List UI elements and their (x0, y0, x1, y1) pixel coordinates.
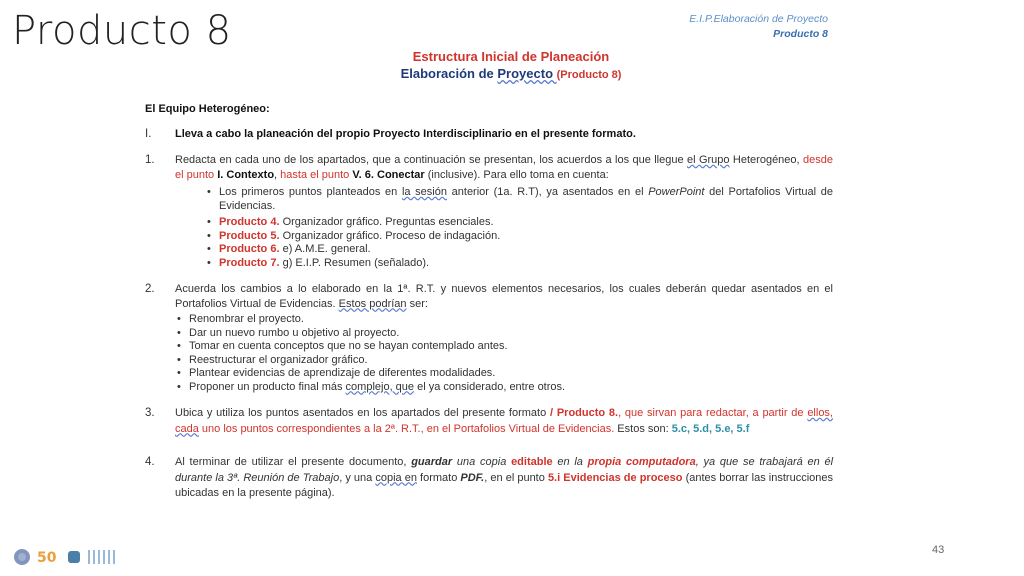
item-1-text (175, 153, 833, 270)
bullet-1-part-a: Los primeros puntos planteados en (219, 186, 402, 198)
bullet-1-part-b: la sesión (401, 186, 447, 198)
bullet-label: Producto 4. (219, 216, 280, 228)
item-1-part-f: , (274, 168, 281, 181)
item-1-part-e: I. Contexto (217, 168, 275, 181)
item-1-part-h: V. 6. Conectar (352, 168, 425, 181)
item-1 (145, 153, 833, 270)
item-4-part-g: , ya que se trabajará en él durante la 3ª. Reunión de Trabajo (175, 456, 834, 484)
item-1-part-b: el Grupo (686, 154, 730, 166)
item-2-number: 2. (145, 283, 155, 295)
list-item (219, 230, 833, 244)
unam-seal-icon (12, 548, 32, 571)
list-item (189, 381, 833, 395)
svg-text:50: 50 (37, 550, 57, 566)
list-item: • Reestructurar el organizador gráfico. (189, 354, 833, 368)
item-4-part-j: formato (416, 471, 461, 484)
item-1-bullet-list (175, 186, 833, 270)
bullet-last-part-a: Proponer un producto final más (189, 380, 346, 393)
item-4-part-b: guardar (411, 456, 453, 468)
item-1-part-g: hasta el punto (280, 168, 353, 181)
item-3-part-a: Ubica y utiliza los puntos asentados en los apartados del presente formato (175, 407, 550, 419)
header-line-2: Producto 8 (773, 28, 828, 40)
list-item: • Renombrar el proyecto. (189, 313, 833, 327)
list-item: • Plantear evidencias de aprendizaje de diferentes modalidades. (189, 367, 833, 381)
item-1-number: 1. (145, 154, 155, 166)
item-1-part-c: Heterogéneo, (729, 154, 803, 166)
bullet-text: e) A.M.E. general. (279, 243, 371, 255)
bullet-1-part-d: PowerPoint (648, 186, 705, 198)
item-3 (145, 406, 833, 437)
list-item: • Tomar en cuenta conceptos que no se hayan contemplado antes. (189, 340, 833, 354)
item-4-part-n: (antes borrar las instrucciones ubicadas en la presente página). (175, 471, 833, 499)
item-I-number: I. (145, 127, 152, 140)
bullet-text: Organizador gráfico. Preguntas esenciales. (279, 216, 494, 228)
item-3-part-b: / Producto 8. (549, 407, 619, 419)
item-4-part-a: Al terminar de utilizar el presente documento, (175, 456, 412, 468)
bullet-last-part-c: el ya considerado, entre otros. (414, 380, 566, 393)
bullet-label: Producto 6. (219, 243, 280, 255)
document-header (689, 12, 828, 42)
item-4 (145, 455, 833, 502)
item-3-number: 3. (145, 407, 155, 419)
footer-logos (12, 548, 117, 571)
item-4-part-e: en la (552, 456, 588, 468)
header-line-1: E.I.P.Elaboración de Proyecto (689, 13, 828, 25)
page-number: 43 (932, 544, 945, 556)
institution-badge-icon (66, 548, 82, 571)
item-I (145, 127, 833, 142)
list-item (219, 186, 833, 213)
item-4-part-f: propia computadora (587, 456, 696, 468)
item-2 (145, 282, 833, 394)
list-item (219, 257, 833, 271)
bullet-last-part-b: complejo, que (345, 380, 415, 393)
item-1-part-a: Redacta en cada uno de los apartados, que a continuación se presentan, los acuerdos a los que llegue (175, 154, 687, 166)
title-main-text: Elaboración de (400, 66, 498, 81)
item-1-part-i: (inclusive). Para ello toma en cuenta: (424, 168, 609, 181)
anniversary-50-icon (37, 548, 61, 571)
item-3-part-g: 5.c, 5.d, 5.e, 5.f (671, 422, 750, 435)
bullet-label: Producto 7. (219, 256, 280, 269)
title-red-text: (Producto 8) (556, 69, 622, 81)
item-2-bullet-list (175, 313, 833, 394)
item-3-part-f: Estos son: (614, 422, 672, 435)
list-item: • Dar un nuevo rumbo u objetivo al proyecto. (189, 327, 833, 341)
list-item (219, 243, 833, 257)
item-4-part-m: 5.i Evidencias de proceso (547, 471, 683, 484)
stripes-logo-icon (87, 548, 117, 571)
item-4-part-l: , en el punto (484, 471, 548, 484)
item-4-part-c: una copia (452, 456, 512, 468)
list-item (219, 216, 833, 230)
item-2-part-c: ser: (406, 297, 428, 310)
item-4-text (175, 455, 833, 502)
item-3-part-c: , que sirvan para redactar, a partir de (618, 407, 808, 419)
item-3-text (175, 406, 833, 437)
document-title-line-1: Estructura Inicial de Planeación (412, 49, 610, 64)
item-4-part-d: editable (511, 456, 553, 468)
item-2-text (175, 282, 833, 394)
item-1-part-d: desde el punto (175, 154, 833, 181)
item-I-text: Lleva a cabo la planeación del propio Proyecto Interdisciplinario en el presente formato. (175, 127, 636, 140)
title-wavy-text: Proyecto (497, 66, 557, 81)
team-heading: El Equipo Heterogéneo: (145, 103, 270, 115)
item-2-part-a: Acuerda los cambios a lo elaborado en la 1ª. R.T. y nuevos elementos necesarios, los cuales deberán quedar asentados en el Portafolios Virtual de Evidencias. (175, 283, 833, 310)
document-title-line-2 (380, 65, 642, 84)
item-3-part-d: ellos, cada (175, 407, 833, 435)
item-4-part-i: copia en (375, 471, 417, 484)
bullet-label: Producto 5. (219, 229, 280, 242)
bullet-text: g) E.I.P. Resumen (señalado). (279, 256, 430, 269)
bullet-1-part-e: del Portafolios Virtual de Evidencias. (219, 186, 834, 212)
item-4-part-k: PDF. (460, 471, 485, 484)
item-2-part-b: Estos podrían (338, 297, 407, 310)
bullet-1-part-c: anterior (1a. R.T), ya asentados en el (446, 186, 649, 198)
item-4-number: 4. (145, 456, 155, 468)
document-title (380, 48, 642, 84)
item-4-part-h: , y una (339, 471, 376, 484)
bullet-text: Organizador gráfico. Proceso de indagación. (279, 229, 501, 242)
slide-title: Producto 8 (12, 8, 232, 54)
document-body (145, 102, 833, 514)
item-3-part-e: uno los puntos correspondientes a la 2ª. R.T., en el Portafolios Virtual de Evidencias. (198, 422, 615, 435)
